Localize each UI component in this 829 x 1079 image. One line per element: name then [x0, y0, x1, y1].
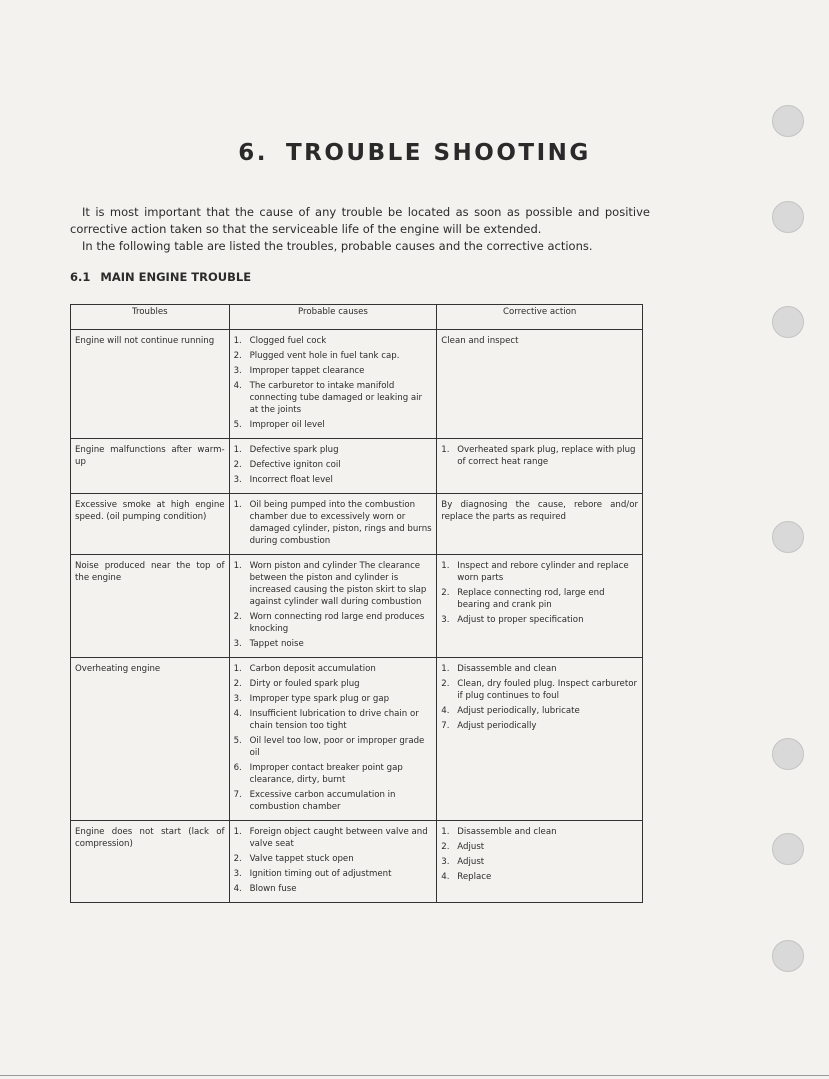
cause-item — [234, 380, 433, 416]
cause-item — [234, 419, 433, 431]
binder-hole — [772, 521, 804, 553]
action-item — [441, 444, 638, 468]
cause-text: The carburetor to intake manifold connecting tube damaged or leaking air at the joints — [249, 381, 423, 415]
cause-number: 5. — [233, 420, 242, 430]
cause-number: 4. — [233, 709, 242, 719]
action-text: Adjust periodically — [457, 721, 537, 731]
cause-number: 3. — [233, 869, 242, 879]
binder-hole — [772, 940, 804, 972]
cause-number: 2. — [233, 679, 242, 689]
header-troubles: Troubles — [71, 305, 230, 330]
action-item — [441, 841, 638, 853]
section-title: MAIN ENGINE TROUBLE — [100, 270, 252, 284]
action-item — [441, 560, 638, 584]
action-number: 4. — [441, 706, 450, 716]
cause-item — [234, 365, 433, 377]
action-number: 2. — [441, 679, 450, 689]
action-item — [441, 826, 638, 838]
action-number: 4. — [441, 872, 450, 882]
cause-text: Worn connecting rod large end produces knocking — [249, 612, 425, 634]
action-cell — [437, 555, 643, 658]
action-cell — [437, 439, 643, 494]
cause-text: Tappet noise — [249, 639, 304, 649]
cause-text: Improper tappet clearance — [249, 366, 365, 376]
action-number: 2. — [441, 588, 450, 598]
cause-number: 1. — [233, 664, 242, 674]
action-item — [441, 856, 638, 868]
cause-text: Oil level too low, poor or improper grade oil — [249, 736, 425, 758]
cause-item — [234, 853, 433, 865]
action-number: 1. — [441, 445, 450, 455]
action-item — [441, 705, 638, 717]
cause-item — [234, 638, 433, 650]
table-row — [71, 330, 643, 439]
cause-text: Excessive carbon accumulation in combustion chamber — [249, 790, 396, 812]
action-cell — [437, 330, 643, 439]
action-text: Adjust — [457, 857, 485, 867]
cause-text: Foreign object caught between valve and valve seat — [249, 827, 428, 849]
action-number: 1. — [441, 664, 450, 674]
trouble-cell: Noise produced near the top of the engine — [71, 555, 230, 658]
cause-text: Ignition timing out of adjustment — [249, 869, 392, 879]
cause-item — [234, 459, 433, 471]
action-text: Overheated spark plug, replace with plug of correct heat range — [457, 445, 636, 467]
trouble-cell: Excessive smoke at high engine speed. (oil pumping condition) — [71, 494, 230, 555]
action-text: Clean and inspect — [441, 336, 519, 346]
action-number: 7. — [441, 721, 450, 731]
cause-text: Blown fuse — [249, 884, 297, 894]
cause-number: 2. — [233, 460, 242, 470]
cause-item — [234, 444, 433, 456]
cause-text: Improper contact breaker point gap clearance, dirty, burnt — [249, 763, 403, 785]
cause-text: Plugged vent hole in fuel tank cap. — [249, 351, 400, 361]
causes-list — [234, 560, 433, 650]
trouble-cell: Engine will not continue running — [71, 330, 230, 439]
cause-item — [234, 762, 433, 786]
action-number: 3. — [441, 615, 450, 625]
cause-number: 1. — [233, 827, 242, 837]
cause-item — [234, 611, 433, 635]
action-text: Replace connecting rod, large end bearing and crank pin — [457, 588, 605, 610]
causes-list — [234, 499, 433, 547]
cause-item — [234, 499, 433, 547]
cause-text: Oil being pumped into the combustion chamber due to excessively worn or damaged cylinder, piston, rings and burns during combustion — [249, 500, 432, 546]
cause-number: 2. — [233, 612, 242, 622]
cause-number: 6. — [233, 763, 242, 773]
cause-number: 1. — [233, 336, 242, 346]
table-row — [71, 821, 643, 903]
binder-hole — [772, 201, 804, 233]
cause-text: Improper type spark plug or gap — [249, 694, 390, 704]
binder-hole — [772, 306, 804, 338]
cause-number: 3. — [233, 366, 242, 376]
trouble-cell: Overheating engine — [71, 658, 230, 821]
causes-list — [234, 663, 433, 813]
action-cell — [437, 494, 643, 555]
table-row — [71, 555, 643, 658]
cause-text: Valve tappet stuck open — [249, 854, 354, 864]
cause-item — [234, 560, 433, 608]
cause-text: Incorrect float level — [249, 475, 333, 485]
table-row — [71, 494, 643, 555]
intro-paragraph-1: It is most important that the cause of any trouble be located as soon as possible and positive corrective action taken so that the serviceable life of the engine will be extended. — [70, 205, 650, 236]
action-text: Inspect and rebore cylinder and replace worn parts — [457, 561, 629, 583]
action-text: Adjust to proper specification — [457, 615, 584, 625]
action-number: 2. — [441, 842, 450, 852]
cause-number: 5. — [233, 736, 242, 746]
cause-item — [234, 868, 433, 880]
cause-item — [234, 883, 433, 895]
action-number: 3. — [441, 857, 450, 867]
page-title — [0, 140, 829, 166]
action-text: Clean, dry fouled plug. Inspect carburetor if plug continues to foul — [457, 679, 637, 701]
cause-item — [234, 678, 433, 690]
cause-item — [234, 708, 433, 732]
header-corrective-action: Corrective action — [437, 305, 643, 330]
cause-number: 3. — [233, 694, 242, 704]
binder-hole — [772, 833, 804, 865]
action-number: 1. — [441, 827, 450, 837]
cause-item — [234, 335, 433, 347]
cause-number: 1. — [233, 561, 242, 571]
causes-cell — [229, 658, 437, 821]
table-header-row — [71, 305, 643, 330]
cause-item — [234, 826, 433, 850]
causes-cell — [229, 555, 437, 658]
page-edge-line — [0, 1075, 829, 1076]
action-item — [441, 678, 638, 702]
cause-number: 7. — [233, 790, 242, 800]
cause-number: 4. — [233, 381, 242, 391]
cause-item — [234, 735, 433, 759]
table-row — [71, 439, 643, 494]
trouble-cell: Engine does not start (lack of compression) — [71, 821, 230, 903]
action-text: Adjust — [457, 842, 485, 852]
cause-number: 1. — [233, 500, 242, 510]
causes-cell — [229, 821, 437, 903]
cause-text: Defective igniton coil — [249, 460, 341, 470]
cause-item — [234, 693, 433, 705]
causes-cell — [229, 494, 437, 555]
actions-list — [441, 826, 638, 883]
cause-number: 1. — [233, 445, 242, 455]
action-text: Replace — [457, 872, 492, 882]
action-item — [441, 663, 638, 675]
actions-list — [441, 444, 638, 468]
section-heading — [70, 270, 251, 284]
trouble-table — [70, 304, 643, 903]
causes-list — [234, 444, 433, 486]
cause-text: Carbon deposit accumulation — [249, 664, 376, 674]
section-number: 6.1 — [70, 270, 91, 284]
causes-cell — [229, 330, 437, 439]
cause-number: 3. — [233, 475, 242, 485]
cause-text: Worn piston and cylinder The clearance between the piston and cylinder is increased causing the piston skirt to slap against cylinder wall during combustion — [249, 561, 427, 607]
chapter-number: 6. — [238, 140, 268, 166]
action-text: By diagnosing the cause, rebore and/or replace the parts as required — [441, 500, 638, 522]
intro-text — [70, 204, 650, 255]
cause-item — [234, 474, 433, 486]
trouble-cell: Engine malfunctions after warm-up — [71, 439, 230, 494]
cause-text: Improper oil level — [249, 420, 325, 430]
action-item — [441, 614, 638, 626]
actions-list — [441, 560, 638, 626]
cause-number: 4. — [233, 884, 242, 894]
action-number: 1. — [441, 561, 450, 571]
cause-text: Dirty or fouled spark plug — [249, 679, 360, 689]
action-text: Adjust periodically, lubricate — [457, 706, 580, 716]
cause-item — [234, 350, 433, 362]
cause-text: Insufficient lubrication to drive chain or chain tension too tight — [249, 709, 419, 731]
cause-item — [234, 663, 433, 675]
action-cell — [437, 821, 643, 903]
header-probable-causes: Probable causes — [229, 305, 437, 330]
action-item — [441, 871, 638, 883]
table-row — [71, 658, 643, 821]
causes-cell — [229, 439, 437, 494]
cause-text: Defective spark plug — [249, 445, 339, 455]
action-item — [441, 587, 638, 611]
table-body — [71, 330, 643, 903]
action-text: Disassemble and clean — [457, 664, 557, 674]
cause-number: 3. — [233, 639, 242, 649]
action-cell — [437, 658, 643, 821]
actions-list — [441, 663, 638, 732]
cause-item — [234, 789, 433, 813]
binder-hole — [772, 738, 804, 770]
cause-number: 2. — [233, 854, 242, 864]
causes-list — [234, 826, 433, 895]
cause-number: 2. — [233, 351, 242, 361]
action-text: Disassemble and clean — [457, 827, 557, 837]
binder-hole — [772, 105, 804, 137]
action-item — [441, 720, 638, 732]
cause-text: Clogged fuel cock — [249, 336, 327, 346]
chapter-title: TROUBLE SHOOTING — [285, 140, 591, 166]
causes-list — [234, 335, 433, 431]
intro-paragraph-2: In the following table are listed the troubles, probable causes and the corrective actions. — [82, 239, 593, 253]
